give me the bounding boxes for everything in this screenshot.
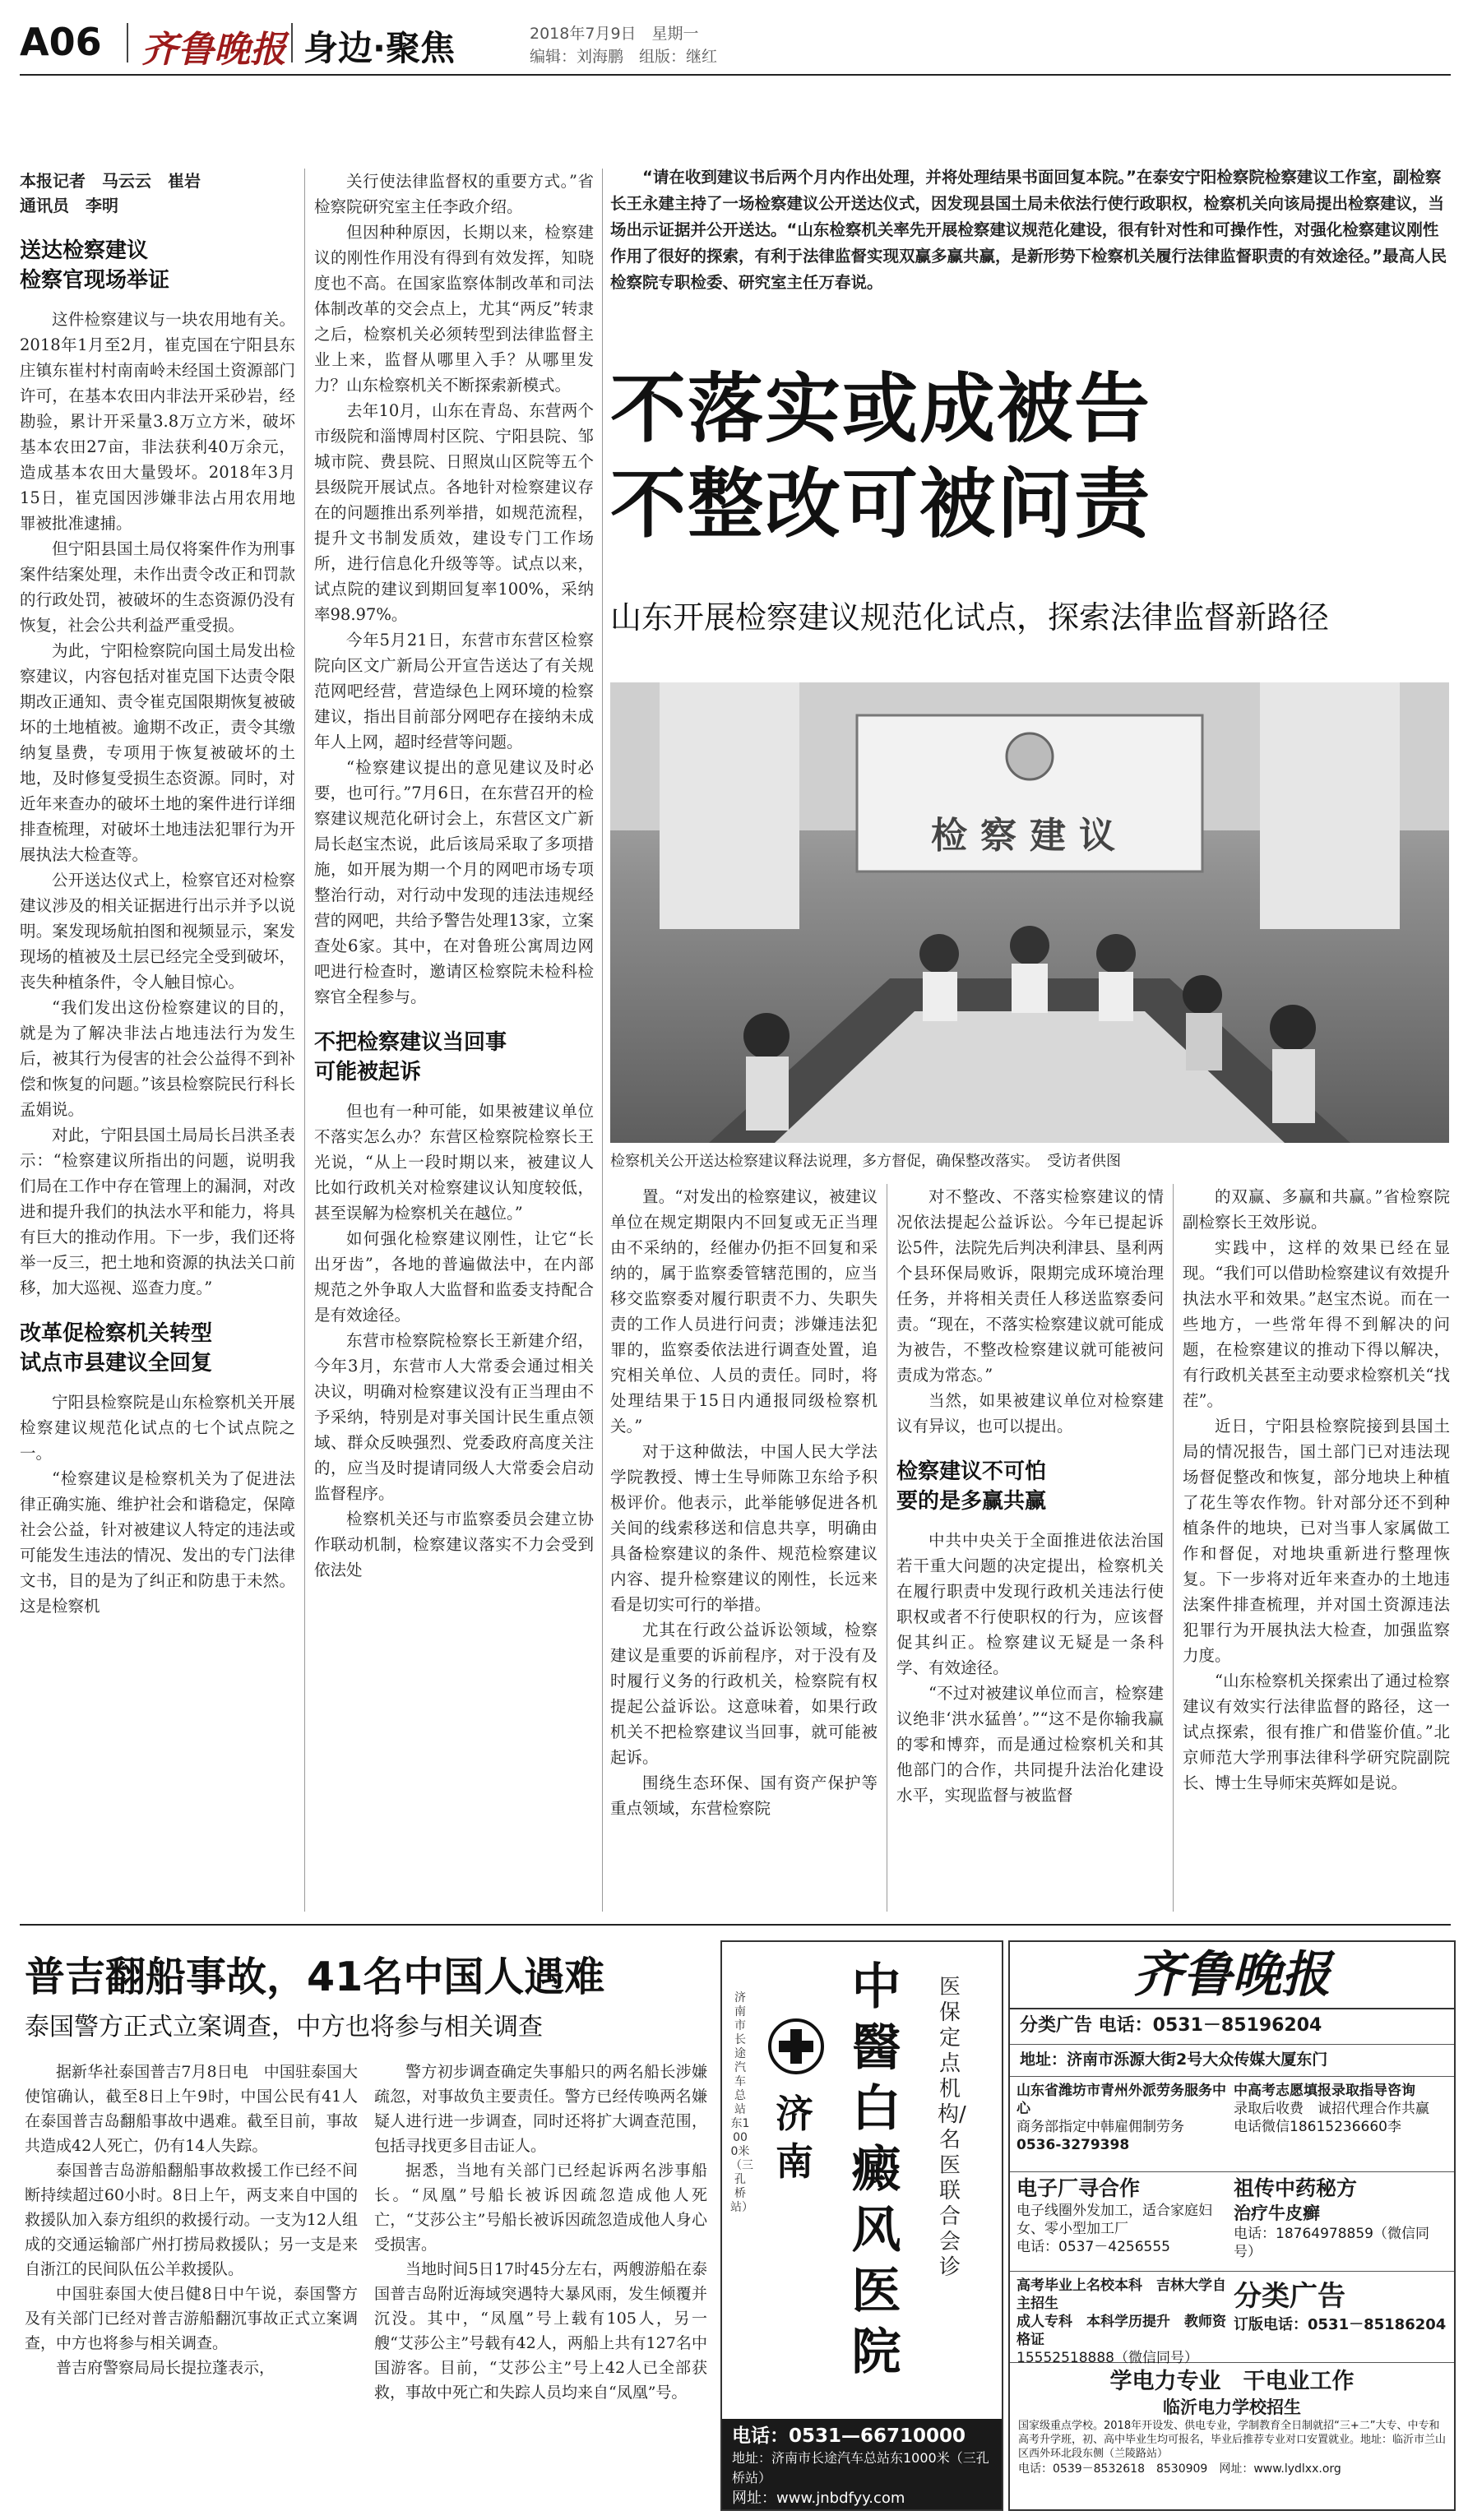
classified-address-row (1010, 2045, 1454, 2077)
article-column-4 (896, 1184, 1164, 1808)
column-rule (304, 169, 305, 1912)
hospital-phone: 电话：0531—66710000 (732, 2425, 966, 2447)
ad-body: 电子线圈外发加工，适合家庭妇女、零小型加工厂 (1016, 2203, 1212, 2237)
paragraph: 这件检察建议与一块农用地有关。2018年1月至2月，崔克国在宁阳县东庄镇东崔村村南南岭未经国土资源部门许可，在基本农田内非法开采砂岩，经勘验，累计开采量3.8万立方米，破坏基本农田27亩，非法获利40万余元，造成基本农田大量毁坏。2018年3月15日，崔克国因涉嫌非法占用农用地罪被批准逮捕。 (20, 310, 295, 533)
bottom-subtitle: 泰国警方正式立案调查，中方也将参与相关调查 (25, 2013, 543, 2041)
hospital-vertical-note: 济南市长途汽车总站东1000米（三孔桥站） (730, 1991, 753, 2214)
paragraph: 但因种种原因，长期以来，检察建议的刚性作用没有得到有效发挥，知晓度也不高。在国家监察体制改革和司法体制改革的交会点上，尤其“两反”转隶之后，检察机关必须转型到法律监督主业上来，监督从哪里入手？从哪里发力？山东检察机关不断探索新模式。 (314, 223, 594, 395)
ad-body: 国家级重点学校。2018年开设发、供电专业，学制教育全日制就招“三+二”大专、中专和高考升学班，初、高中毕业生均可报名，毕业后推荐专业对口安置就业。地址：临沂市兰山区西外环北段东侧（兰陵路站） (1018, 2420, 1447, 2460)
hospital-name-char: 白 (851, 2080, 901, 2138)
byline (20, 169, 295, 218)
hospital-city: 济南 (776, 2092, 813, 2184)
ad-phone: 0536-3279398 (1016, 2137, 1130, 2153)
paragraph: “我们发出这份检察建议的目的，就是为了解决非法占地违法行为发生后，被其行为侵害的社会公益得不到补偿和恢复的问题。”该县检察院民行科长孟娟说。 (20, 998, 295, 1119)
paragraph: 公开送达仪式上，检察官还对检察建议涉及的相关证据进行出示并予以说明。案发现场航拍图和视频显示，案发现场的植被及土层已经完全受到破坏，丧失种植条件，令人触目惊心。 (20, 871, 295, 992)
paragraph: 东营市检察院检察长王新建介绍，今年3月，东营市人大常委会通过相关决议，明确对检察建议没有正当理由不予采纳，特别是对事关国计民生重点领域、群众反映强烈、党委政府高度关注的，应当及时提请同级人大常委会启动监督程序。 (314, 1331, 594, 1503)
hospital-cross-icon (767, 2018, 825, 2075)
bottom-headline: 普吉翻船事故，41名中国人遇难 (25, 1954, 605, 2000)
article-column-5 (1183, 1184, 1450, 1796)
paragraph: 当然，如果被建议单位对检察建议有异议，也可以提出。 (896, 1391, 1164, 1436)
ad-title: 高考毕业上名校本科 吉林大学自主招生 (1016, 2277, 1226, 2312)
ad-phone: 订版电话：0531－85186204 (1234, 2316, 1447, 2333)
subheading: 送达检察建议 检察官现场举证 (20, 238, 170, 293)
hospital-name-char: 醫 (851, 2019, 901, 2077)
paragraph: 为此，宁阳检察院向国土局发出检察建议，内容包括对崔克国下达责令限期改正通知、责令崔克国限期恢复被破坏的土地植被。逾期不改正，责令其缴纳复垦费，专项用于恢复被破坏的土地，及时修复受损生态资源。同时，对近年来查办的破坏土地的案件进行详细排查梳理，对破坏土地违法犯罪行为开展执法大检查等。 (20, 641, 295, 864)
ad-body: 成人专科 本科学历提升 教师资格证 (1016, 2314, 1226, 2348)
classified-row-3 (1010, 2272, 1454, 2366)
hospital-name-char: 风 (851, 2202, 901, 2259)
paragraph: 对此，宁阳县国土局局长吕洪圣表示：“检察建议所指出的问题，说明我们局在工作中存在管理上的漏洞，对改进和提升我们的执法水平和能力，将具有巨大的推动作用。下一步，我们还将举一反三，把土地和资源的执法关口前移，加大巡视、巡查力度。” (20, 1126, 295, 1297)
labor-service-ad (1016, 2082, 1226, 2154)
ad-subtitle: 治疗牛皮癣 (1234, 2203, 1320, 2223)
editors-line: 编辑：刘海鹏 组版：继红 (530, 48, 718, 66)
subheading: 改革促检察机关转型 试点市县建议全回复 (20, 1321, 213, 1376)
hospital-address: 地址：济南市长途汽车总站东1000米（三孔桥站） (732, 2450, 989, 2485)
ad-body: 录取后收费 诚招代理合作共赢 (1234, 2101, 1429, 2117)
paragraph: 据新华社泰国普吉7月8日电 中国驻泰国大使馆确认，截至8日上午9时，中国公民有41人在泰国普吉岛翻船事故中遇难。截至目前，事故共造成42人死亡，仍有14人失踪。 (25, 2063, 358, 2155)
classified-masthead: 齐鲁晚报 (1010, 1942, 1454, 2009)
paragraph: 但也有一种可能，如果被建议单位不落实怎么办？东营区检察院检察长王光说，“从上一段时期以来，被建议人比如行政机关对检察建议认知度较低，甚至误解为检察机关在越位。” (314, 1102, 594, 1223)
bottom-column-b (374, 2060, 707, 2405)
classified-row-2 (1010, 2172, 1454, 2272)
paragraph: “检察建议是检察机关为了促进法律正确实施、维护社会和谐稳定，保障社会公益，针对被建议人特定的违法或可能发生违法的情况、发出的专门法律文书，目的是为了纠正和防患于未然。这是检察机 (20, 1469, 295, 1616)
paragraph: 当地时间5日17时45分左右，两艘游船在泰国普吉岛附近海域突遇特大暴风雨，发生倾覆并沉没。其中，“凤凰”号上载有105人，另一艘“艾莎公主”号载有42人，两船上共有127名中国游客。目前，“艾莎公主”号上42人已全部获救，事故中死亡和失踪人员均来自“凤凰”号。 (374, 2260, 707, 2402)
headline-line-1: 不落实或成被告 (610, 365, 1152, 453)
ad-phone: 电话：0539－8532618 8530909 网址：www.lydlxx.org (1018, 2462, 1341, 2476)
ad-subtitle: 临沂电力学校招生 (1163, 2397, 1301, 2417)
hospital-name-char: 院 (851, 2323, 901, 2381)
photo-sign-text: 检察建议 (931, 815, 1128, 857)
page-number: A06 (20, 20, 102, 64)
paragraph: 如何强化检察建议刚性，让它“长出牙齿”，各地的普遍做法中，在内部规范之外争取人大监督和监委支持配合是有效途径。 (314, 1229, 594, 1325)
classified-address: 地址：济南市泺源大街2号大众传媒大厦东门 (1020, 2051, 1328, 2069)
section-title: 身边·聚焦 (303, 28, 455, 68)
ad-phone: 电话微信18615236660李 (1234, 2119, 1401, 2135)
education-ad (1016, 2277, 1226, 2367)
ad-body: 商务部指定中韩雇佣制劳务 (1016, 2119, 1184, 2135)
hospital-badge-text: 医保定点机构/名医联合会诊 (938, 1975, 966, 2280)
header-divider (127, 23, 128, 62)
ad-title: 中高考志愿填报录取指导咨询 (1234, 2083, 1415, 2099)
issue-date: 2018年7月9日 星期一 (530, 25, 699, 43)
electric-school-ad (1018, 2368, 1446, 2477)
reporters: 本报记者 马云云 崔岩 (20, 171, 201, 191)
paragraph: 宁阳县检察院是山东检察机关开展检察建议规范化试点的七个试点院之一。 (20, 1393, 295, 1463)
hospital-name-char: 中 (851, 1958, 901, 2016)
hospital-advertisement (720, 1940, 1003, 2511)
ad-phone: 电话：18764978859（微信同号） (1234, 2226, 1429, 2260)
paragraph: 近日，宁阳县检察院接到县国土局的情况报告，国土部门已对违法现场督促整改和恢复，部分地块上种植了花生等农作物。针对部分还不到种植条件的地块，已对当事人家属做工作和督促，对地块重新进行整理恢复。下一步将对近年来查办的土地违法案件排查梳理，并对国土资源违法犯罪行为开展执法大检查，加强监察力度。 (1183, 1417, 1450, 1665)
column-rule (602, 169, 603, 1912)
classified-phone: 分类广告 电话：0531－85196204 (1020, 2015, 1322, 2036)
headline-line-2: 不整改可被问责 (610, 460, 1152, 548)
page-header (20, 8, 1451, 76)
ad-title: 山东省潍坊市青州外派劳务服务中心 (1016, 2083, 1226, 2117)
classified-ad-box (1234, 2277, 1447, 2334)
lead-paragraph: “请在收到建议书后两个月内作出处理，并将处理结果书面回复本院。”在泰安宁阳检察院检察建议工作室，副检察长王永建主持了一场检察建议公开送达仪式，因发现县国土局未依法行使行政职权，检察机关向该局提出检察建议，当场出示证据并公开送达。“山东检察机关率先开展检察建议规范化建设，很有针对性和可操作性，对强化检察建议刚性作用了很好的探索，有利于法律监督实现双赢多赢共赢，是新形势下检察机关履行法律监督职责的有效途径。”最高人民检察院专职检委、研究室主任万春说。 (610, 168, 1447, 292)
ad-title: 祖传中药秘方 (1234, 2176, 1358, 2200)
hospital-name-char: 癜 (851, 2141, 901, 2199)
article-column-2 (314, 169, 594, 1583)
section-divider (20, 1924, 1451, 1926)
column-rule (1173, 1184, 1174, 1912)
article-column-3 (610, 1184, 878, 1821)
paragraph: 的双赢、多赢和共赢。”省检察院副检察长王效彤说。 (1183, 1187, 1450, 1232)
paragraph: 对于这种做法，中国人民大学法学院教授、博士生导师陈卫东给予积极评价。他表示，此举能够促进各机关间的线索移送和信息共享，明确由具备检察建议的条件、规范检察建议内容、提升检察建议的刚性，长远来看是切实可行的举措。 (610, 1442, 878, 1614)
ad-phone: 15552518888（微信同号） (1016, 2350, 1198, 2366)
paragraph: 围绕生态环保、国有资产保护等重点领域，东营检察院 (610, 1773, 878, 1818)
ad-title: 学电力专业 干电业工作 (1109, 2369, 1355, 2394)
paragraph: “检察建议提出的意见建议及时必要，也可行。”7月6日，在东营召开的检察建议规范化研讨会上，东营区文广新局长赵宝杰说，此后该局采取了多项措施，如开展为期一个月的网吧市场专项整治行动，对行动中发现的违法违规经营的网吧，共给予警告处理13家，立案查处6家。其中，在对鲁班公寓周边网吧进行检查时，邀请区检察院未检科检察官全程参与。 (314, 758, 594, 1006)
news-photo (610, 682, 1449, 1143)
paragraph: 置。“对发出的检察建议，被建议单位在规定期限内不回复或无正当理由不采纳的，经催办仍拒不回复和采纳的，属于监察委管辖范围的，应当移交监察委对履行职责不力、失职失责的工作人员进行问责；涉嫌违法犯罪的，监察委依法进行调查处置，追究相关单位、人员的责任。同时，将处理结果于15日内通报同级检察机关。” (610, 1187, 878, 1436)
bottom-column-a (25, 2060, 358, 2380)
paragraph: 关行使法律监督权的重要方式。”省检察院研究室主任李政介绍。 (314, 172, 594, 216)
hospital-website: 网址：www.jnbdfyy.com (732, 2490, 905, 2507)
paragraph: 中国驻泰国大使吕健8日中午说，泰国警方及有关部门已经对普吉游船翻沉事故正式立案调查，中方也将参与相关调查。 (25, 2285, 358, 2352)
meeting-room-illustration (610, 682, 1449, 1143)
classified-ads (1008, 1940, 1456, 2511)
photo-caption: 检察机关公开送达检察建议释法说理，多方督促，确保整改落实。 受访者供图 (610, 1153, 1121, 1170)
paragraph: 今年5月21日，东营市东营区检察院向区文广新局公开宣告送达了有关规范网吧经营，营造绿色上网环境的检察建议，指出目前部分网吧存在接纳未成年人上网，超时经营等问题。 (314, 631, 594, 751)
paragraph: 警方初步调查确定失事船只的两名船长涉嫌疏忽，对事故负主要责任。警方已经传唤两名嫌疑人进行进一步调查，同时还将扩大调查范围，包括寻找更多目击证人。 (374, 2063, 707, 2155)
article-column-1 (20, 169, 295, 1619)
ad-phone: 电话：0537－4256555 (1016, 2239, 1170, 2255)
paragraph: 尤其在行政公益诉讼领域，检察建议是重要的诉前程序，对于没有及时履行义务的行政机关，检察院有权提起公益诉讼。这意味着，如果行政机关不把检察建议当回事，就可能被起诉。 (610, 1621, 878, 1767)
main-headline (610, 362, 1457, 553)
ad-title: 分类广告 (1234, 2280, 1345, 2313)
paragraph: “山东检察机关探索出了通过检察建议有效实行法律监督的路径，这一试点探索，很有推广和借鉴价值。”北京师范大学刑事法律科学研究院副院长、博士生导师宋英辉如是说。 (1183, 1672, 1450, 1792)
factory-cooperation-ad (1016, 2176, 1226, 2256)
subheading: 检察建议不可怕 要的是多赢共赢 (896, 1459, 1047, 1514)
paper-logo: 齐鲁晚报 (141, 29, 286, 71)
paragraph: “不过对被建议单位而言，检察建议绝非‘洪水猛兽’。”“这不是你输我赢的零和博弈，而是通过检察机关和其他部门的合作，共同提升法治化建设水平，实现监督与被监督 (896, 1684, 1164, 1805)
hospital-contact (722, 2419, 1002, 2509)
paragraph: 去年10月，山东在青岛、东营两个市级院和淄博周村区院、宁阳县院、邹城市院、费县院、日照岚山区院等五个县级院开展试点。各地针对检察建议存在的问题推出系列举措，如规范流程，提升文书制发质效，建设专门工作场所，进行信息化升级等等。试点以来，试点院的建议到期回复率100%，采纳率98.97%。 (314, 401, 594, 624)
hospital-name-char: 医 (851, 2263, 901, 2320)
paragraph: 泰国普吉岛游船翻船事故救援工作已经不间断持续超过60小时。8日上午，两支来自中国的救援队加入泰方组织的救援行动。一支为12人组成的交通运输部广州打捞局救援队；另一支是来自浙江的民间队伍公羊救援队。 (25, 2162, 358, 2278)
headline-subtitle: 山东开展检察建议规范化试点，探索法律监督新路径 (610, 599, 1330, 636)
paragraph: 检察机关还与市监察委员会建立协作联动机制，检察建议落实不力会受到依法处 (314, 1510, 594, 1579)
hospital-name (845, 1957, 907, 2383)
medicine-ad (1234, 2176, 1447, 2261)
exam-consulting-ad (1234, 2082, 1447, 2136)
classified-row-1 (1010, 2077, 1454, 2172)
paragraph: 对不整改、不落实检察建议的情况依法提起公益诉讼。今年已提起诉讼5件，法院先后判决利津县、垦利两个县环保局败诉，限期完成环境治理任务，并将相关责任人移送监察委问责。“现在，不落实检察建议就可能成为被告，不整改检察建议就可能被问责成为常态。” (896, 1187, 1164, 1385)
classified-phone-row (1010, 2009, 1454, 2045)
paragraph: 普吉府警察局局长提拉蓬表示， (56, 2359, 276, 2377)
paragraph: 据悉，当地有关部门已经起诉两名涉事船长。“凤凰”号船长被诉因疏忽造成他人死亡，“艾莎公主”号船长被诉因疏忽造成他人身心受损害。 (374, 2162, 707, 2254)
paragraph: 中共中央关于全面推进依法治国若干重大问题的决定提出，检察机关在履行职责中发现行政机关违法行使职权或者不行使职权的行为，应该督促其纠正。检察建议无疑是一条科学、有效途径。 (896, 1531, 1164, 1677)
paragraph: 实践中，这样的效果已经在显现。“我们可以借助检察建议有效提升执法水平和效果。”赵宝杰说。而在一些地方，一些常年得不到解决的问题，在检察建议的推动下得以解决，有行政机关甚至主动要求检察机关“找茬”。 (1183, 1238, 1450, 1410)
header-divider (291, 23, 293, 62)
subheading: 不把检察建议当回事 可能被起诉 (314, 1030, 507, 1084)
correspondent: 通讯员 李明 (20, 196, 118, 215)
paragraph: 但宁阳县国土局仅将案件作为刑事案件结案处理，未作出责令改正和罚款的行政处罚，被破坏的生态资源仍没有恢复，社会公共利益严重受损。 (20, 539, 295, 635)
ad-title: 电子厂寻合作 (1016, 2176, 1141, 2200)
